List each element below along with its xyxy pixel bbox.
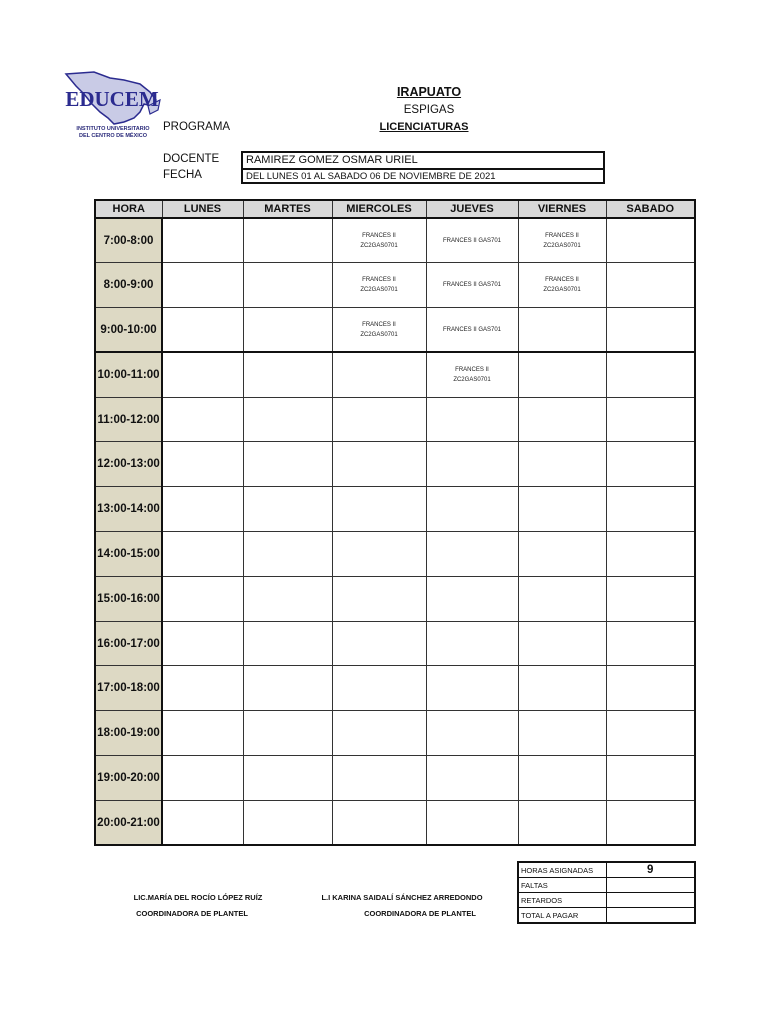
schedule-cell-sabado bbox=[606, 666, 695, 711]
schedule-cell-viernes bbox=[518, 532, 606, 577]
hour-label: 13:00-14:00 bbox=[95, 487, 162, 532]
schedule-cell-jueves bbox=[426, 397, 518, 442]
programa-label: PROGRAMA bbox=[163, 121, 231, 133]
signature-right-name: L.I KARINA SAIDALÍ SÁNCHEZ ARREDONDO bbox=[321, 893, 483, 902]
program-level: LICENCIATURAS bbox=[379, 121, 469, 133]
schedule-cell-viernes bbox=[518, 397, 606, 442]
schedule-row bbox=[95, 666, 695, 711]
schedule-cell-jueves bbox=[426, 711, 518, 756]
schedule-cell-martes bbox=[243, 711, 332, 756]
city-title: IRAPUATO bbox=[396, 85, 462, 99]
schedule-row bbox=[95, 263, 695, 308]
schedule-cell-sabado bbox=[606, 576, 695, 621]
schedule-cell-martes bbox=[243, 397, 332, 442]
schedule-cell-martes bbox=[243, 666, 332, 711]
schedule-cell-viernes bbox=[518, 487, 606, 532]
hour-label: 18:00-19:00 bbox=[95, 711, 162, 756]
hour-label: 7:00-8:00 bbox=[95, 218, 162, 263]
schedule-cell-jueves: FRANCES II GAS701 bbox=[426, 308, 518, 353]
schedule-cell-lunes bbox=[162, 442, 243, 487]
col-header-viernes: VIERNES bbox=[518, 200, 606, 218]
schedule-cell-jueves bbox=[426, 442, 518, 487]
schedule-cell-miercoles bbox=[332, 711, 426, 756]
schedule-cell-martes bbox=[243, 218, 332, 263]
schedule-cell-lunes bbox=[162, 218, 243, 263]
hour-label: 20:00-21:00 bbox=[95, 800, 162, 845]
col-header-jueves: JUEVES bbox=[426, 200, 518, 218]
hour-label: 10:00-11:00 bbox=[95, 352, 162, 397]
schedule-cell-martes bbox=[243, 352, 332, 397]
schedule-row bbox=[95, 532, 695, 577]
schedule-header-row bbox=[95, 200, 695, 218]
hour-label: 8:00-9:00 bbox=[95, 263, 162, 308]
schedule-cell-miercoles bbox=[332, 352, 426, 397]
schedule-cell-miercoles bbox=[332, 666, 426, 711]
schedule-cell-sabado bbox=[606, 621, 695, 666]
payroll-row bbox=[518, 908, 695, 924]
schedule-row bbox=[95, 576, 695, 621]
hour-label: 15:00-16:00 bbox=[95, 576, 162, 621]
payroll-row bbox=[518, 893, 695, 908]
logo-wordmark: EDUCEM bbox=[65, 87, 159, 111]
col-header-lunes: LUNES bbox=[162, 200, 243, 218]
retardos-value bbox=[606, 893, 695, 908]
schedule-cell-miercoles bbox=[332, 532, 426, 577]
schedule-cell-miercoles bbox=[332, 397, 426, 442]
schedule-cell-sabado bbox=[606, 263, 695, 308]
schedule-cell-miercoles: FRANCES II ZC2GAS0701 bbox=[332, 218, 426, 263]
schedule-cell-viernes: FRANCES II ZC2GAS0701 bbox=[518, 263, 606, 308]
hour-label: 19:00-20:00 bbox=[95, 756, 162, 801]
hour-label: 9:00-10:00 bbox=[95, 308, 162, 353]
schedule-cell-sabado bbox=[606, 397, 695, 442]
schedule-cell-martes bbox=[243, 263, 332, 308]
schedule-cell-lunes bbox=[162, 487, 243, 532]
schedule-cell-viernes: FRANCES II ZC2GAS0701 bbox=[518, 218, 606, 263]
schedule-cell-viernes bbox=[518, 621, 606, 666]
schedule-cell-lunes bbox=[162, 621, 243, 666]
schedule-cell-jueves bbox=[426, 576, 518, 621]
schedule-row bbox=[95, 218, 695, 263]
schedule-cell-lunes bbox=[162, 263, 243, 308]
hour-label: 14:00-15:00 bbox=[95, 532, 162, 577]
schedule-cell-miercoles: FRANCES II ZC2GAS0701 bbox=[332, 263, 426, 308]
schedule-cell-miercoles bbox=[332, 442, 426, 487]
signature-left-title: COORDINADORA DE PLANTEL bbox=[136, 909, 248, 918]
schedule-cell-martes bbox=[243, 487, 332, 532]
schedule-cell-sabado bbox=[606, 487, 695, 532]
fecha-value: DEL LUNES 01 AL SABADO 06 DE NOVIEMBRE DE 2021 bbox=[246, 170, 496, 182]
schedule-cell-jueves bbox=[426, 756, 518, 801]
schedule-cell-jueves bbox=[426, 532, 518, 577]
campus-name: ESPIGAS bbox=[403, 104, 455, 116]
faltas-label: FALTAS bbox=[518, 878, 606, 893]
schedule-cell-jueves: FRANCES II GAS701 bbox=[426, 218, 518, 263]
payroll-row bbox=[518, 878, 695, 893]
total-a-pagar-value bbox=[606, 908, 695, 924]
schedule-cell-lunes bbox=[162, 397, 243, 442]
total-a-pagar-label: TOTAL A PAGAR bbox=[518, 908, 606, 924]
faltas-value bbox=[606, 878, 695, 893]
hour-label: 17:00-18:00 bbox=[95, 666, 162, 711]
schedule-row bbox=[95, 711, 695, 756]
schedule-cell-viernes bbox=[518, 576, 606, 621]
schedule-cell-viernes bbox=[518, 711, 606, 756]
schedule-cell-sabado bbox=[606, 756, 695, 801]
schedule-row bbox=[95, 442, 695, 487]
schedule-cell-viernes bbox=[518, 442, 606, 487]
schedule-cell-viernes bbox=[518, 756, 606, 801]
schedule-cell-jueves bbox=[426, 800, 518, 845]
schedule-cell-viernes bbox=[518, 352, 606, 397]
horas-asignadas-value: 9 bbox=[606, 862, 695, 878]
schedule-cell-lunes bbox=[162, 800, 243, 845]
schedule-cell-sabado bbox=[606, 442, 695, 487]
schedule-cell-sabado bbox=[606, 532, 695, 577]
schedule-row bbox=[95, 397, 695, 442]
col-header-hora: HORA bbox=[95, 200, 162, 218]
schedule-cell-sabado bbox=[606, 218, 695, 263]
schedule-cell-sabado bbox=[606, 308, 695, 353]
col-header-miercoles: MIERCOLES bbox=[332, 200, 426, 218]
hour-label: 16:00-17:00 bbox=[95, 621, 162, 666]
hour-label: 11:00-12:00 bbox=[95, 397, 162, 442]
mexico-map-logo-icon bbox=[64, 70, 164, 130]
schedule-cell-jueves: FRANCES II GAS701 bbox=[426, 263, 518, 308]
payroll-summary bbox=[517, 861, 696, 924]
schedule-cell-martes bbox=[243, 576, 332, 621]
col-header-martes: MARTES bbox=[243, 200, 332, 218]
schedule-cell-viernes bbox=[518, 666, 606, 711]
schedule-body bbox=[95, 218, 695, 845]
schedule-cell-jueves: FRANCES II ZC2GAS0701 bbox=[426, 352, 518, 397]
retardos-label: RETARDOS bbox=[518, 893, 606, 908]
schedule-cell-miercoles bbox=[332, 487, 426, 532]
fecha-label: FECHA bbox=[163, 169, 202, 181]
schedule-row bbox=[95, 352, 695, 397]
schedule-cell-lunes bbox=[162, 711, 243, 756]
schedule-cell-martes bbox=[243, 621, 332, 666]
schedule-cell-lunes bbox=[162, 756, 243, 801]
schedule-cell-miercoles bbox=[332, 621, 426, 666]
schedule-cell-lunes bbox=[162, 532, 243, 577]
schedule-cell-miercoles bbox=[332, 576, 426, 621]
payroll-row bbox=[518, 862, 695, 878]
educem-logo bbox=[64, 70, 164, 144]
horas-asignadas-label: HORAS ASIGNADAS bbox=[518, 862, 606, 878]
schedule-row bbox=[95, 487, 695, 532]
teacher-info-box bbox=[241, 151, 605, 184]
docente-value: RAMIREZ GOMEZ OSMAR URIEL bbox=[243, 153, 603, 170]
schedule-cell-martes bbox=[243, 756, 332, 801]
schedule-cell-lunes bbox=[162, 576, 243, 621]
schedule-cell-sabado bbox=[606, 711, 695, 756]
schedule-cell-sabado bbox=[606, 352, 695, 397]
schedule-cell-martes bbox=[243, 800, 332, 845]
schedule-cell-sabado bbox=[606, 800, 695, 845]
schedule-cell-martes bbox=[243, 532, 332, 577]
schedule-cell-jueves bbox=[426, 621, 518, 666]
schedule-cell-lunes bbox=[162, 666, 243, 711]
schedule-cell-miercoles bbox=[332, 800, 426, 845]
hour-label: 12:00-13:00 bbox=[95, 442, 162, 487]
logo-line-2: DEL CENTRO DE MÉXICO bbox=[78, 133, 148, 139]
col-header-sabado: SABADO bbox=[606, 200, 695, 218]
schedule-cell-viernes bbox=[518, 800, 606, 845]
schedule-cell-jueves bbox=[426, 487, 518, 532]
schedule-cell-lunes bbox=[162, 308, 243, 353]
logo-line-1: INSTITUTO UNIVERSITARIO bbox=[76, 126, 150, 132]
schedule-row bbox=[95, 308, 695, 353]
schedule-cell-miercoles bbox=[332, 756, 426, 801]
schedule-table bbox=[94, 199, 696, 846]
schedule-row bbox=[95, 756, 695, 801]
schedule-cell-martes bbox=[243, 442, 332, 487]
schedule-cell-miercoles: FRANCES II ZC2GAS0701 bbox=[332, 308, 426, 353]
schedule-cell-lunes bbox=[162, 352, 243, 397]
schedule-cell-viernes bbox=[518, 308, 606, 353]
schedule-row bbox=[95, 621, 695, 666]
schedule-cell-jueves bbox=[426, 666, 518, 711]
signature-right-title: COORDINADORA DE PLANTEL bbox=[364, 909, 476, 918]
schedule-cell-martes bbox=[243, 308, 332, 353]
schedule-row bbox=[95, 800, 695, 845]
signature-left-name: LIC.MARÍA DEL ROCÍO LÓPEZ RUÍZ bbox=[133, 893, 263, 902]
docente-label: DOCENTE bbox=[163, 153, 220, 165]
